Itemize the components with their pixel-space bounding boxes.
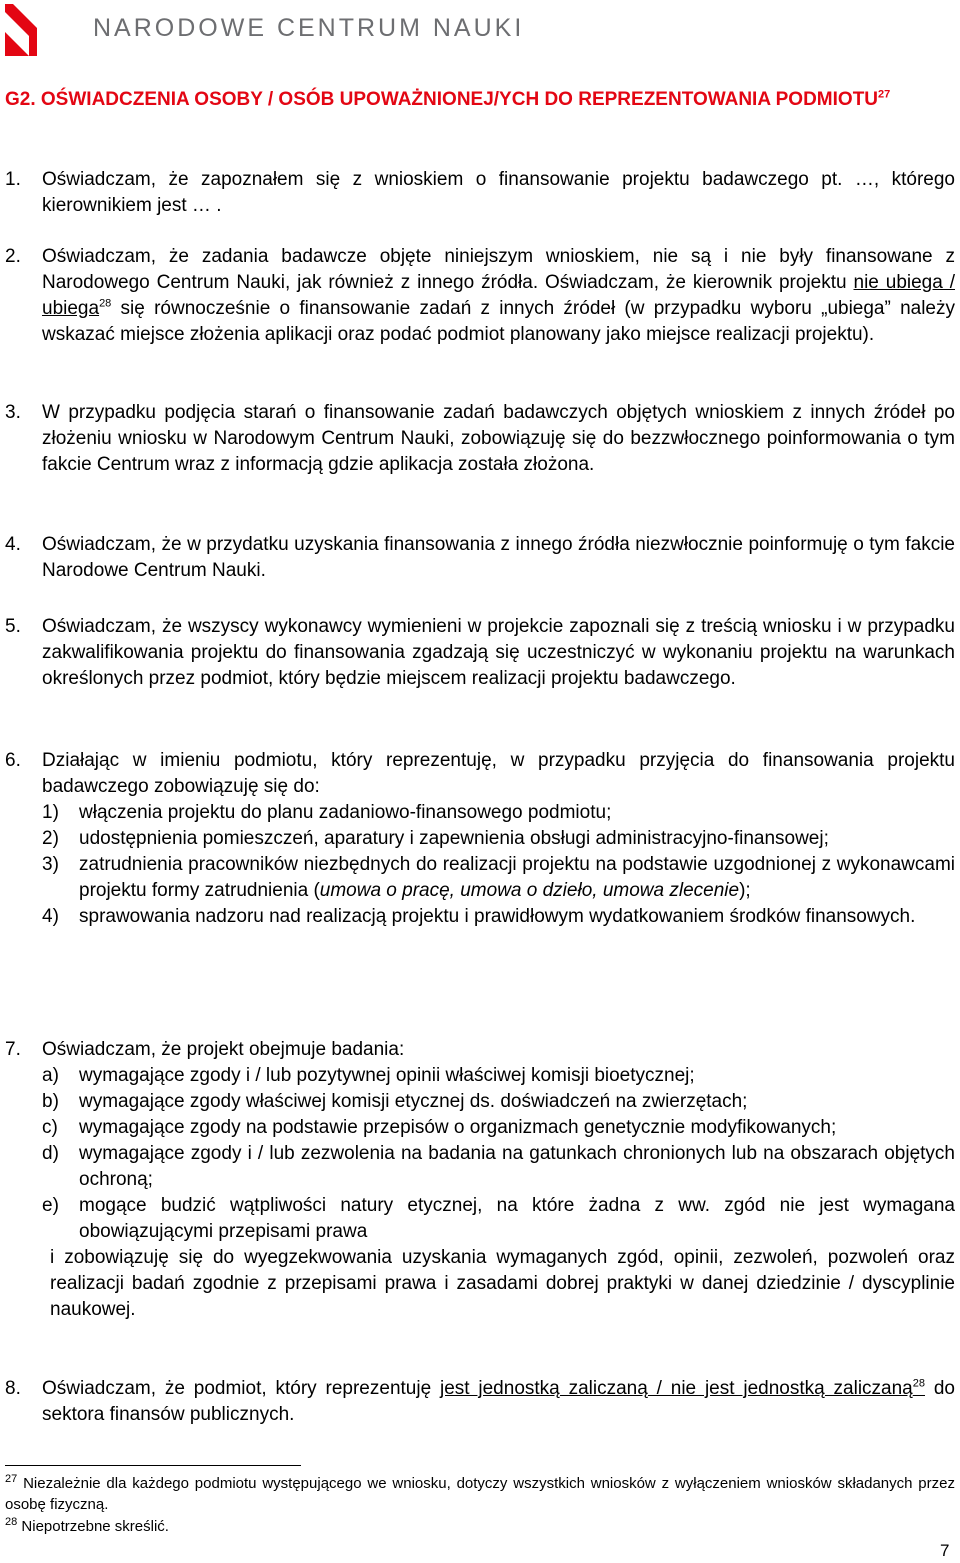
sub-item-text: zatrudnienia pracowników niezbędnych do realizacji projektu na podstawie uzgodnionej z wykonawcami projektu formy zatrudnienia (umowa o pracę, umowa o dzieło, umowa zlecenie); [79,854,955,901]
item-text: Oświadczam, że wszyscy wykonawcy wymienieni w projekcie zapoznali się z treścią wniosku i w przypadku zakwalifikowania projektu do finansowania zgadzają się uczestniczyć w wykonaniu projektu na warunkach określonych przez podmiot, który będzie miejscem realizacji projektu badawczego. [42,616,955,689]
item-text: Oświadczam, że podmiot, który reprezentuję jest jednostką zaliczaną / nie jest jednostką zaliczaną$^{28}$ do sektora finansów publicznych. [42,1377,955,1425]
footnote-27: $^{27}$ Niezależnie dla każdego podmiotu występującego we wniosku, dotyczy wszystkich wniosków z wyłączeniem wniosków składanych przez osobę fizyczną. [5,1473,955,1513]
sub-item [42,1089,955,1115]
employment-forms: umowa o pracę, umowa o dzieło, umowa zlecenie [319,880,740,901]
closing-paragraph: i zobowiązuję się do wyegzekwowania uzyskania wymaganych zgód, opinii, zezwoleń, pozwoleń oraz realizacji badań zgodnie z przepisami prawa i zasadami dobrej praktyki w danej dziedzinie / dyscyplinie naukowej. [50,1247,955,1320]
footnote-separator [5,1465,301,1466]
choice-underlined: jest jednostką zaliczaną / nie jest jednostką zaliczaną$^{28}$ [439,1377,925,1399]
item-number: 8. [5,1378,21,1399]
sub-item-letter: b) [42,1091,59,1112]
statement-1 [5,167,955,219]
footnote-ref-28: 28 [99,297,112,310]
sub-item [42,904,955,930]
page-number: 7 [940,1541,950,1560]
sub-item [42,800,955,826]
item-number: 6. [5,750,21,771]
item-text: Działając w imieniu podmiotu, który reprezentuję, w przypadku przyjęcia do finansowania projektu badawczego zobowiązuję się do: [42,750,955,797]
item-number: 5. [5,616,21,637]
item-text: Oświadczam, że zadania badawcze objęte niniejszym wnioskiem, nie są i nie były finansowane z Narodowego Centrum Nauki, jak również z innego źródła. Oświadczam, że kierownik projektu nie ubiega / ubiega$^{28}$ się równocześnie o finansowanie zadań z innych źródeł (w przypadku wyboru „ubiega” należy wskazać miejsce złożenia aplikacji oraz podać podmiot planowany jako miejsce realizacji projektu). [42,246,955,345]
statement-6 [5,748,955,930]
statement-7 [5,1037,955,1323]
statement-8 [5,1376,955,1428]
footnote-number: 27 [5,1473,18,1485]
statement-2 [5,244,955,348]
sub-item [42,826,955,852]
organization-name: NARODOWE CENTRUM NAUKI [93,14,525,42]
item-number: 7. [5,1039,21,1060]
sub-item-number: 2) [42,828,59,849]
sub-item-text: wymagające zgody i / lub pozytywnej opinii właściwej komisji bioetycznej; [79,1065,695,1086]
statement-3 [5,400,955,478]
sub-item-letter: a) [42,1065,59,1086]
footnote-ref-28: 28 [912,1377,925,1390]
sub-item [42,1193,955,1245]
sub-item-text: włączenia projektu do planu zadaniowo-finansowego podmiotu; [79,802,612,823]
sub-item-text: mogące budzić wątpliwości natury etycznej, na które żadna z ww. zgód nie jest wymagana obowiązującymi przepisami prawa [79,1195,955,1242]
sub-item [42,852,955,904]
statement-4 [5,532,955,584]
item-text: W przypadku podjęcia starań o finansowanie zadań badawczych objętych wnioskiem z innych źródeł po złożeniu wniosku w Narodowym Centrum Nauki, zobowiązuję się do bezzwłocznego poinformowania o tym fakcie Centrum wraz z informacją gdzie aplikacja została złożona. [42,402,955,475]
choice-underlined: nie ubiega / ubiega [42,272,955,319]
statement-5 [5,614,955,692]
sub-item-text: wymagające zgody i / lub zezwolenia na badania na gatunkach chronionych lub na obszarach objętych ochroną; [79,1143,955,1190]
ncn-logo-icon [5,4,37,56]
item-number: 2. [5,246,21,267]
footnote-ref-27: 27 [878,88,891,101]
sub-item-letter: c) [42,1117,58,1138]
sub-item-number: 1) [42,802,59,823]
item-text: Oświadczam, że zapoznałem się z wnioskiem o finansowanie projektu badawczego pt. …, którego kierownikiem jest … . [42,169,955,216]
sub-item [42,1141,955,1193]
item-number: 4. [5,534,21,555]
sub-item [42,1115,955,1141]
sub-item-text: wymagające zgody na podstawie przepisów o organizmach genetycznie modyfikowanych; [79,1117,837,1138]
item-number: 3. [5,402,21,423]
sub-item-letter: e) [42,1195,59,1216]
item-text: Oświadczam, że w przydatku uzyskania finansowania z innego źródła niezwłocznie poinformuję o tym fakcie Narodowe Centrum Nauki. [42,534,955,581]
sub-item-letter: d) [42,1143,59,1164]
sub-item-number: 3) [42,854,59,875]
sub-item-text: wymagające zgody właściwej komisji etycznej ds. doświadczeń na zwierzętach; [79,1091,748,1112]
footnote-number: 28 [5,1516,18,1528]
item-text: Oświadczam, że projekt obejmuje badania: [42,1039,405,1060]
footnote-28: $^{28}$ Niepotrzebne skreślić. [5,1516,169,1535]
sub-item-text: udostępnienia pomieszczeń, aparatury i zapewnienia obsługi administracyjno-finansowej; [79,828,829,849]
sub-item-number: 4) [42,906,59,927]
sub-item-text: sprawowania nadzoru nad realizacją projektu i prawidłowym wydatkowaniem środków finansowych. [79,906,916,927]
sub-item [42,1063,955,1089]
item-number: 1. [5,169,21,190]
section-heading: G2. OŚWIADCZENIA OSOBY / OSÓB UPOWAŻNIONEJ/YCH DO REPREZENTOWANIA PODMIOTU$^{27}$ [5,88,891,110]
